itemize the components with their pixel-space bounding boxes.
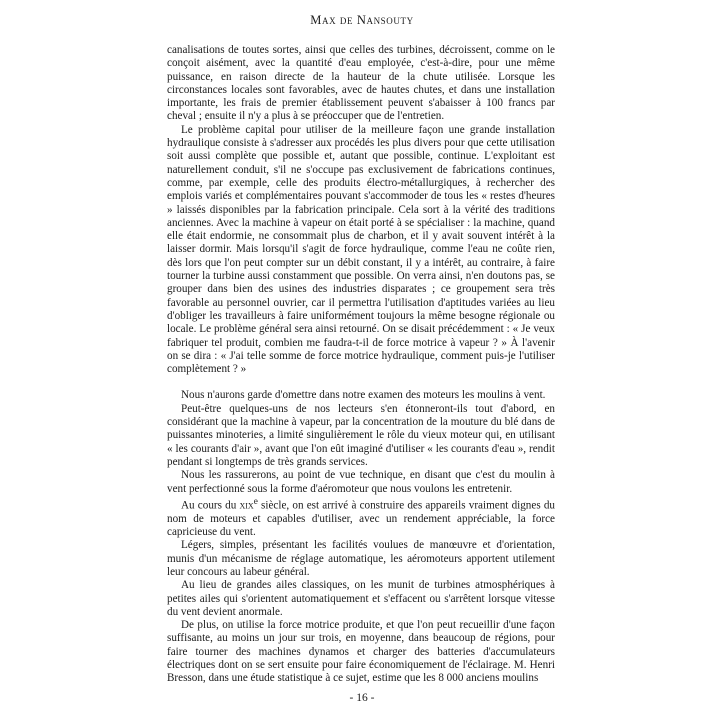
running-header: Max de Nansouty [310, 13, 414, 27]
section-gap [167, 376, 555, 389]
paragraph-4: Peut-être quelques-uns de nos lecteurs s'en étonneront-ils tout d'abord, en considérant que la machine à vapeur, par la concentration de la mouture du blé dans de puissantes minoteries, a limité singulièrement le rôle du vieux moteur qui, en utilisant « les courants d'air », avant que l'on eût imaginé d'utiliser « les courants d'eau », rendit pendant si longtemps de très grands services. [167, 402, 555, 468]
century-numeral: xix [239, 499, 254, 512]
body-text [167, 44, 555, 686]
paragraph-1: canalisations de toutes sortes, ainsi que celles des turbines, décroissent, comme on le conçoit aisément, avec la quantité d'eau employée, c'est-à-dire, pour une même puissance, en raison directe de la hauteur de la chute utilisée. Lorsque les circonstances locales sont favorables, avec de hautes chutes, et dans une installation importante, les frais de premier établissement peuvent s'abaisser à 100 francs par cheval ; ensuite il n'y a plus à se préoccuper que de l'entretien. [167, 44, 555, 123]
paragraph-6 [167, 496, 555, 540]
century-prefix: Au cours du [181, 499, 240, 512]
paragraph-6-text: siècle, on est arrivé à construire des appareils vraiment dignes du nom de moteurs et capables d'utiliser, avec un rendement appréciable, la force capricieuse du vent. [167, 499, 555, 539]
paragraph-3: Nous n'aurons garde d'omettre dans notre examen des moteurs les moulins à vent. [181, 389, 546, 402]
paragraph-9: De plus, on utilise la force motrice produite, et que l'on peut recueillir d'une façon suffisante, au moins un jour sur trois, en moyenne, dans beaucoup de régions, pour faire tourner des machines dynamos et charger des batteries d'accumulateurs électriques dont on se sert ensuite pour faire économiquement de l'éclairage. M. Henri Bresson, dans une étude statistique à ce sujet, estime que les 8 000 anciens moulins [167, 619, 555, 685]
paragraph-7: Légers, simples, présentant les facilités voulues de manœuvre et d'orientation, munis d'un mécanisme de réglage automatique, les aéromoteurs apportent utilement leur concours au labeur général. [167, 539, 555, 578]
paragraph-8: Au lieu de grandes ailes classiques, on les munit de turbines atmosphériques à petites ailes qui s'orientent automatiquement et s'effacent ou s'arrêtent lorsque vitesse du vent devient anormale. [167, 579, 555, 618]
paragraph-2: Le problème capital pour utiliser de la meilleure façon une grande installation hydraulique consiste à s'adresser aux procédés les plus divers pour que cette utilisation soit aussi complète que possible et, autant que possible, continue. L'exploitant est naturellement conduit, s'il ne s'occupe pas exclusivement de fabrications continues, comme, par exemple, celle des produits électro-métallurgiques, à rechercher des emplois variés et complémentaires pouvant s'accommoder de tous les « restes d'heures » laissés disponibles par la fabrication principale. Cela sort à la vérité des traditions anciennes. Avec la machine à vapeur on était porté à se spécialiser : la machine, quand elle était endormie, ne consommait plus de charbon, et il y avait souvent intérêt à la laisser dormir. Mais lorsqu'il s'agit de force hydraulique, comme l'eau ne coûte rien, dès lors que l'on peut compter sur un débit constant, il y a intérêt, au contraire, à faire tourner la turbine aussi constamment que possible. On verra ainsi, n'en doutons pas, se grouper dans bien des usines des industries disparates ; ce groupement sera très favorable au personnel ouvrier, car il permettra l'utilisation d'aptitudes variées au lieu d'obliger les travailleurs à faire uniformément toujours la même besogne régionale ou locale. Le problème général sera ainsi retourné. On se disait précédemment : « Je veux fabriquer tel produit, combien me faudra-t-il de force motrice à vapeur ? » À l'avenir on se dira : « J'ai telle somme de force motrice hydraulique, comment puis-je l'utiliser complètement ? » [167, 123, 555, 376]
paragraph-5: Nous les rassurerons, au point de vue technique, en disant que c'est du moulin à vent perfectionné sous la forme d'aéromoteur que nous voulons les entretenir. [167, 469, 555, 495]
page-number: - 16 - [349, 692, 375, 704]
century-suffix: e [253, 496, 258, 507]
